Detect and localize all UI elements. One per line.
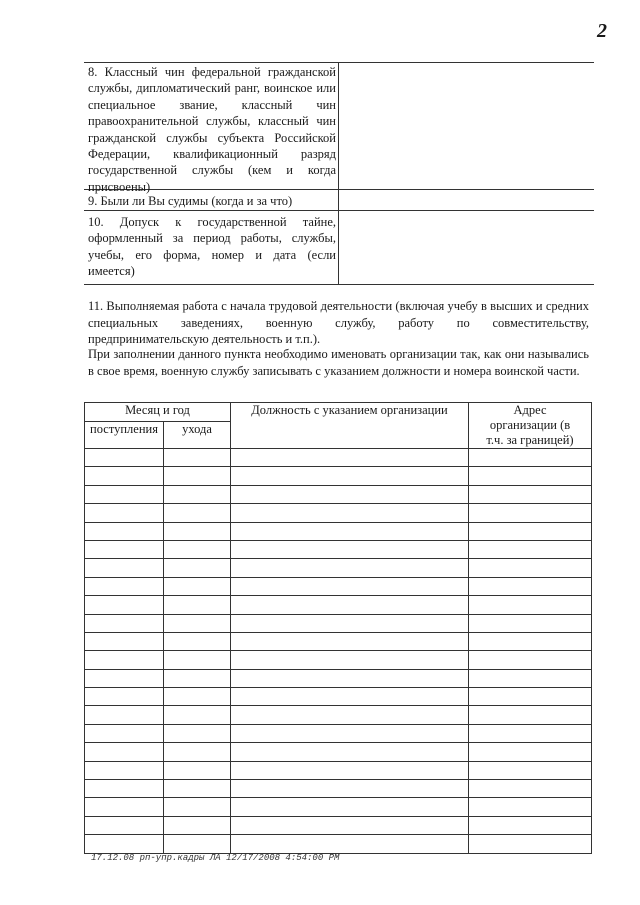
end-cell[interactable] (164, 467, 231, 485)
header-start: поступления (85, 421, 164, 448)
table-row (85, 577, 592, 595)
position-cell[interactable] (231, 761, 469, 779)
start-cell[interactable] (85, 504, 164, 522)
position-cell[interactable] (231, 816, 469, 834)
address-cell[interactable] (469, 577, 592, 595)
end-cell[interactable] (164, 522, 231, 540)
start-cell[interactable] (85, 761, 164, 779)
header-position: Должность с указанием организации (231, 403, 469, 449)
end-cell[interactable] (164, 559, 231, 577)
end-cell[interactable] (164, 669, 231, 687)
end-cell[interactable] (164, 724, 231, 742)
table-row (85, 669, 592, 687)
position-cell[interactable] (231, 688, 469, 706)
address-cell[interactable] (469, 504, 592, 522)
table-row (85, 614, 592, 632)
end-cell[interactable] (164, 614, 231, 632)
end-cell[interactable] (164, 504, 231, 522)
form-column-divider (338, 62, 339, 285)
position-cell[interactable] (231, 780, 469, 798)
table-row (85, 632, 592, 650)
start-cell[interactable] (85, 449, 164, 467)
address-cell[interactable] (469, 596, 592, 614)
address-cell[interactable] (469, 761, 592, 779)
end-cell[interactable] (164, 540, 231, 558)
table-row (85, 706, 592, 724)
table-row (85, 449, 592, 467)
start-cell[interactable] (85, 467, 164, 485)
address-cell[interactable] (469, 651, 592, 669)
address-cell[interactable] (469, 780, 592, 798)
end-cell[interactable] (164, 485, 231, 503)
table-row (85, 780, 592, 798)
address-cell[interactable] (469, 706, 592, 724)
address-cell[interactable] (469, 669, 592, 687)
position-cell[interactable] (231, 540, 469, 558)
position-cell[interactable] (231, 724, 469, 742)
end-cell[interactable] (164, 761, 231, 779)
position-cell[interactable] (231, 467, 469, 485)
address-cell[interactable] (469, 559, 592, 577)
table-row (85, 559, 592, 577)
form-top-rule (84, 62, 594, 63)
question-9-label: 9. Были ли Вы судимы (когда и за что) (88, 194, 293, 208)
start-cell[interactable] (85, 816, 164, 834)
start-cell[interactable] (85, 706, 164, 724)
employment-history-table (84, 402, 592, 854)
table-row (85, 743, 592, 761)
start-cell[interactable] (85, 540, 164, 558)
end-cell[interactable] (164, 743, 231, 761)
table-row (85, 467, 592, 485)
form-bottom-rule (84, 284, 594, 285)
question-8-label: 8. Классный чин федеральной гражданской службы, дипломатический ранг, воинское или специальное звание, классный чин правоохранительной службы, классный чин гражданской службы субъекта Российской Федерации, квалификационный разряд государственной службы (кем и когда присвоены) (88, 65, 336, 194)
position-cell[interactable] (231, 706, 469, 724)
table-row (85, 798, 592, 816)
header-month-year: Месяц и год (85, 403, 231, 422)
start-cell[interactable] (85, 614, 164, 632)
address-cell[interactable] (469, 522, 592, 540)
start-cell[interactable] (85, 577, 164, 595)
end-cell[interactable] (164, 596, 231, 614)
position-cell[interactable] (231, 504, 469, 522)
table-row (85, 816, 592, 834)
header-address: Адрес организации (в т.ч. за границей) (469, 403, 592, 449)
form-divider-q9 (84, 210, 594, 211)
address-cell[interactable] (469, 467, 592, 485)
end-cell[interactable] (164, 577, 231, 595)
section-11-intro: 11. Выполняемая работа с начала трудовой деятельности (включая учебу в высших и средних специальных заведениях, военную службу, работу по совместительству, предпринимательскую деятельность и т.п.). (88, 299, 589, 346)
address-cell[interactable] (469, 632, 592, 650)
address-cell[interactable] (469, 688, 592, 706)
end-cell[interactable] (164, 816, 231, 834)
start-cell[interactable] (85, 780, 164, 798)
table-row (85, 724, 592, 742)
table-row (85, 596, 592, 614)
end-cell[interactable] (164, 798, 231, 816)
table-row (85, 651, 592, 669)
start-cell[interactable] (85, 632, 164, 650)
page-number: 2 (597, 20, 607, 42)
position-cell[interactable] (231, 522, 469, 540)
end-cell[interactable] (164, 780, 231, 798)
start-cell[interactable] (85, 835, 164, 853)
question-10-label: 10. Допуск к государственной тайне, оформленный за период работы, службы, учебы, его форма, номер и дата (если имеется) (88, 215, 336, 279)
table-row (85, 504, 592, 522)
address-cell[interactable] (469, 540, 592, 558)
start-cell[interactable] (85, 724, 164, 742)
table-row (85, 540, 592, 558)
start-cell[interactable] (85, 559, 164, 577)
start-cell[interactable] (85, 688, 164, 706)
start-cell[interactable] (85, 669, 164, 687)
table-row (85, 761, 592, 779)
start-cell[interactable] (85, 485, 164, 503)
address-cell[interactable] (469, 743, 592, 761)
header-end: ухода (164, 421, 231, 448)
end-cell[interactable] (164, 706, 231, 724)
end-cell[interactable] (164, 632, 231, 650)
table-row (85, 688, 592, 706)
address-cell[interactable] (469, 724, 592, 742)
address-cell[interactable] (469, 485, 592, 503)
position-cell[interactable] (231, 559, 469, 577)
address-cell[interactable] (469, 798, 592, 816)
address-cell[interactable] (469, 835, 592, 853)
address-cell[interactable] (469, 614, 592, 632)
position-cell[interactable] (231, 596, 469, 614)
position-cell[interactable] (231, 835, 469, 853)
position-cell[interactable] (231, 669, 469, 687)
end-cell[interactable] (164, 835, 231, 853)
address-cell[interactable] (469, 816, 592, 834)
position-cell[interactable] (231, 651, 469, 669)
end-cell[interactable] (164, 688, 231, 706)
position-cell[interactable] (231, 743, 469, 761)
position-cell[interactable] (231, 485, 469, 503)
position-cell[interactable] (231, 577, 469, 595)
table-row (85, 835, 592, 853)
document-footer: 17.12.08 рп-упр.кадры ЛА 12/17/2008 4:54:00 PM (91, 853, 340, 863)
end-cell[interactable] (164, 449, 231, 467)
section-11-note: При заполнении данного пункта необходимо именовать организации так, как они назывались в свое время, военную службу записывать с указанием должности и номера воинской части. (88, 347, 589, 378)
table-row (85, 485, 592, 503)
table-row (85, 522, 592, 540)
end-cell[interactable] (164, 651, 231, 669)
start-cell[interactable] (85, 596, 164, 614)
position-cell[interactable] (231, 449, 469, 467)
position-cell[interactable] (231, 632, 469, 650)
address-cell[interactable] (469, 449, 592, 467)
position-cell[interactable] (231, 614, 469, 632)
position-cell[interactable] (231, 798, 469, 816)
start-cell[interactable] (85, 743, 164, 761)
start-cell[interactable] (85, 522, 164, 540)
start-cell[interactable] (85, 651, 164, 669)
start-cell[interactable] (85, 798, 164, 816)
